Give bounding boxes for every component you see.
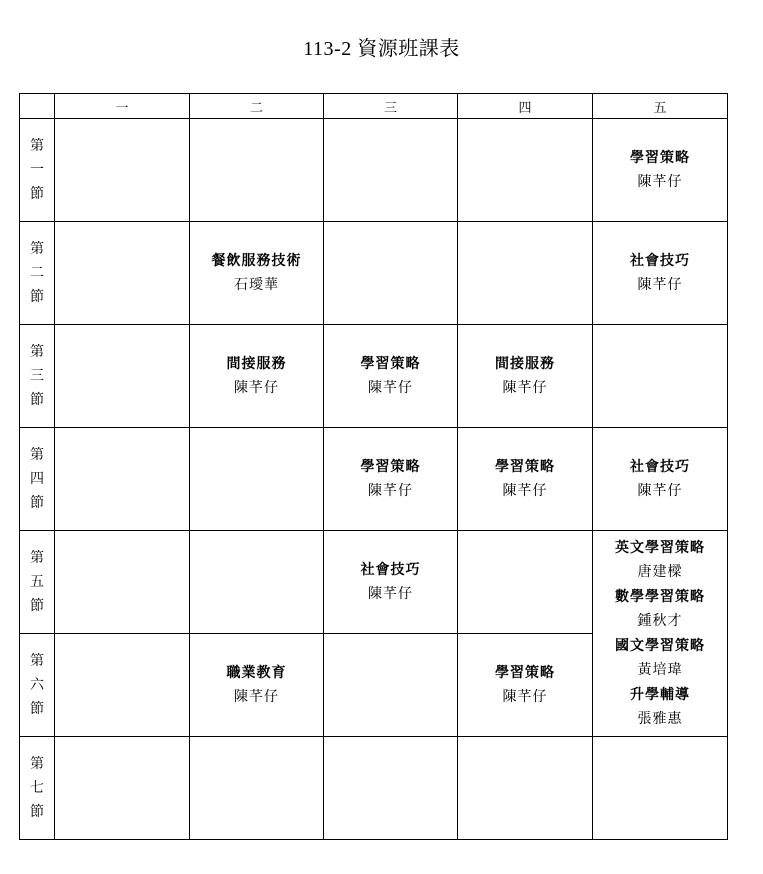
cell-p1-tue bbox=[190, 119, 324, 222]
cell-p3-tue bbox=[190, 325, 324, 428]
cell-p3-mon bbox=[55, 325, 190, 428]
cell-p1-mon bbox=[55, 119, 190, 222]
teacher-name: 黃培瑋 bbox=[637, 662, 683, 678]
teacher-name: 張雅惠 bbox=[637, 711, 683, 727]
course-name: 學習策略 bbox=[495, 665, 555, 681]
period-label-4: 第 四 節 bbox=[20, 428, 55, 531]
course-name: 社會技巧 bbox=[630, 253, 690, 269]
period-label-1: 第 一 節 bbox=[20, 119, 55, 222]
period-row-3 bbox=[20, 325, 728, 428]
cell-p2-wed bbox=[324, 222, 458, 325]
course-name: 餐飲服務技術 bbox=[211, 253, 302, 269]
cell-p2-fri bbox=[593, 222, 728, 325]
cell-p1-thu bbox=[458, 119, 593, 222]
teacher-name: 陳芊仔 bbox=[637, 483, 683, 499]
period-label-2: 第 二 節 bbox=[20, 222, 55, 325]
cell-p2-mon bbox=[55, 222, 190, 325]
period-row-7 bbox=[20, 737, 728, 840]
cell-p1-fri bbox=[593, 119, 728, 222]
cell-p7-fri bbox=[593, 737, 728, 840]
cell-p6-mon bbox=[55, 634, 190, 737]
page-title: 113-2 資源班課表 bbox=[303, 38, 460, 60]
period-row-5 bbox=[20, 531, 728, 634]
cell-p5-p6-fri bbox=[593, 531, 728, 737]
cell-p4-tue bbox=[190, 428, 324, 531]
cell-p6-tue bbox=[190, 634, 324, 737]
teacher-name: 唐建樑 bbox=[637, 564, 683, 580]
course-name: 國文學習策略 bbox=[615, 637, 705, 654]
period-row-4 bbox=[20, 428, 728, 531]
cell-p3-wed bbox=[324, 325, 458, 428]
day-header-thu: 四 bbox=[458, 94, 593, 119]
day-header-mon: 一 bbox=[55, 94, 190, 119]
teacher-name: 陳芊仔 bbox=[502, 483, 548, 499]
cell-p7-tue bbox=[190, 737, 324, 840]
course-name: 社會技巧 bbox=[630, 459, 690, 475]
cell-p5-tue bbox=[190, 531, 324, 634]
teacher-name: 陳芊仔 bbox=[368, 483, 413, 499]
period-row-2 bbox=[20, 222, 728, 325]
cell-p6-wed bbox=[324, 634, 458, 737]
course-name: 學習策略 bbox=[360, 459, 421, 475]
cell-p6-thu bbox=[458, 634, 593, 737]
course-name: 英文學習策略 bbox=[615, 539, 705, 556]
period-label-6: 第 六 節 bbox=[20, 634, 55, 737]
course-name: 升學輔導 bbox=[630, 686, 690, 703]
course-name: 間接服務 bbox=[226, 356, 287, 372]
cell-p1-wed bbox=[324, 119, 458, 222]
course-name: 學習策略 bbox=[495, 459, 555, 475]
schedule-table bbox=[19, 93, 728, 840]
teacher-name: 陳芊仔 bbox=[502, 380, 548, 396]
teacher-name: 陳芊仔 bbox=[502, 689, 548, 705]
period-label-7: 第 七 節 bbox=[20, 737, 55, 840]
cell-p3-thu bbox=[458, 325, 593, 428]
teacher-name: 鍾秋才 bbox=[637, 613, 683, 629]
cell-p4-mon bbox=[55, 428, 190, 531]
teacher-name: 石璦華 bbox=[234, 277, 279, 293]
cell-p5-mon bbox=[55, 531, 190, 634]
teacher-name: 陳芊仔 bbox=[234, 380, 279, 396]
course-name: 間接服務 bbox=[495, 356, 555, 372]
cell-p7-thu bbox=[458, 737, 593, 840]
cell-p2-tue bbox=[190, 222, 324, 325]
course-name: 學習策略 bbox=[630, 150, 690, 166]
cell-p2-thu bbox=[458, 222, 593, 325]
cell-p4-fri bbox=[593, 428, 728, 531]
cell-p3-fri bbox=[593, 325, 728, 428]
day-header-tue: 二 bbox=[190, 94, 324, 119]
course-name: 職業教育 bbox=[226, 665, 287, 681]
period-row-1 bbox=[20, 119, 728, 222]
day-header-wed: 三 bbox=[324, 94, 458, 119]
cell-p5-thu bbox=[458, 531, 593, 634]
cell-p4-wed bbox=[324, 428, 458, 531]
cell-p7-mon bbox=[55, 737, 190, 840]
course-name: 數學學習策略 bbox=[615, 588, 705, 605]
cell-p4-thu bbox=[458, 428, 593, 531]
period-label-5: 第 五 節 bbox=[20, 531, 55, 634]
corner-cell bbox=[20, 94, 55, 119]
teacher-name: 陳芊仔 bbox=[637, 174, 683, 190]
header-row bbox=[20, 94, 728, 119]
teacher-name: 陳芊仔 bbox=[637, 277, 683, 293]
day-header-fri: 五 bbox=[593, 94, 728, 119]
teacher-name: 陳芊仔 bbox=[234, 689, 279, 705]
cell-p7-wed bbox=[324, 737, 458, 840]
teacher-name: 陳芊仔 bbox=[368, 380, 413, 396]
teacher-name: 陳芊仔 bbox=[368, 586, 413, 602]
cell-p5-wed bbox=[324, 531, 458, 634]
course-name: 社會技巧 bbox=[360, 562, 421, 578]
course-name: 學習策略 bbox=[360, 356, 421, 372]
period-label-3: 第 三 節 bbox=[20, 325, 55, 428]
